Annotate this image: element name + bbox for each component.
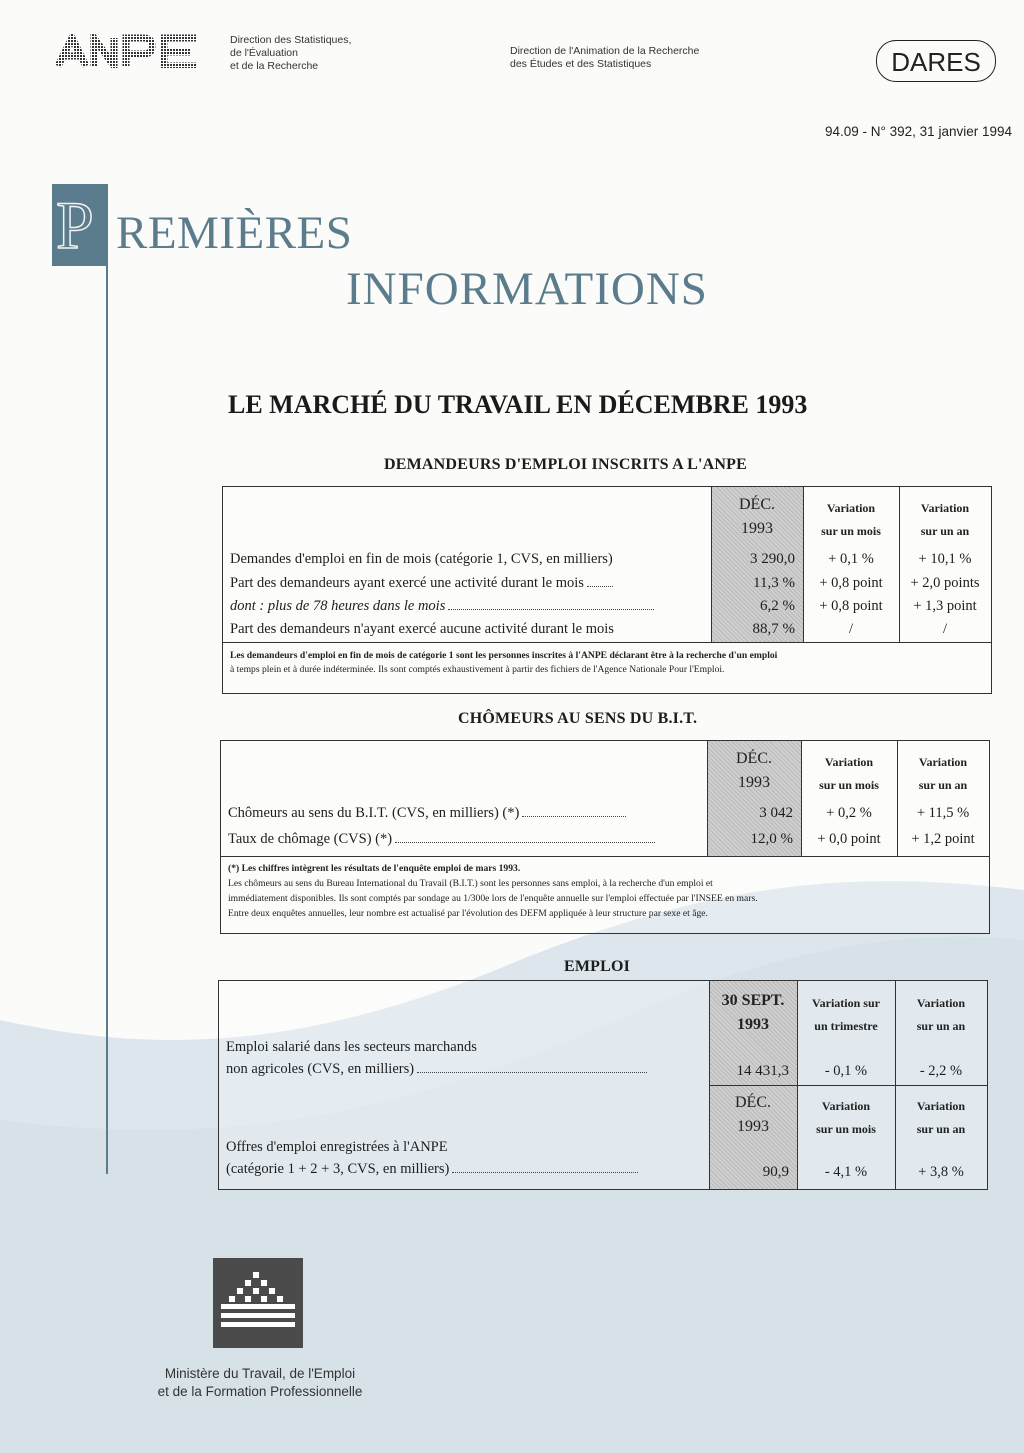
table-var-month: + 0,8 point xyxy=(819,575,883,591)
table-var-month: + 0,0 point xyxy=(817,831,881,847)
table-chomeurs xyxy=(220,740,990,934)
header-var-year: Variation sur un an xyxy=(916,996,966,1033)
table-demandeurs xyxy=(222,486,992,694)
table-value: 3 290,0 xyxy=(750,551,795,567)
table-var-year: + 2,0 points xyxy=(910,575,980,591)
header-var-trimestre: Variation sur un trimestre xyxy=(812,996,880,1033)
table-var-year: + 1,3 point xyxy=(913,598,977,614)
dares-badge: DARES xyxy=(876,40,996,82)
table-var-month: + 0,2 % xyxy=(826,805,872,821)
header-period: DÉC. 1993 xyxy=(736,750,772,791)
direction-animation: Direction de l'Animation de la Recherche des Études et des Statistiques xyxy=(510,45,700,70)
table-value: 11,3 % xyxy=(753,575,795,591)
header-period: DÉC. 1993 xyxy=(735,1094,771,1135)
table-row-label: Part des demandeurs ayant exercé une activité durant le mois xyxy=(230,575,613,592)
table-row-label: Part des demandeurs n'ayant exercé aucune activité durant le mois xyxy=(230,621,614,637)
table-row-label: Offres d'emploi enregistrées à l'ANPE (catégorie 1 + 2 + 3, CVS, en milliers) xyxy=(226,1136,638,1180)
table-value: 6,2 % xyxy=(760,598,795,614)
table-row-label: dont : plus de 78 heures dans le mois xyxy=(230,598,654,615)
table-note: Les demandeurs d'emploi en fin de mois de catégorie 1 sont les personnes inscrites à l'ANPE déclarant être à la recherche d'un emploi à temps plein et à durée indéterminée. Ils sont comptés exhaustivement à partir des fichiers de l'Agence Nationale Pour l'Emploi. xyxy=(230,650,778,675)
masthead-line1: REMIÈRES xyxy=(116,207,353,259)
header-period: 30 SEPT. 1993 xyxy=(721,992,785,1033)
table-var-year: / xyxy=(942,621,948,637)
header-var-month: Variation sur un mois xyxy=(821,501,881,538)
table-var-month: + 0,1 % xyxy=(828,551,874,567)
masthead-letter-box xyxy=(52,184,108,266)
table-var-month: / xyxy=(848,621,854,637)
table-var-year: - 2,2 % xyxy=(919,1063,963,1079)
table-emploi xyxy=(218,980,988,1190)
table-value: 12,0 % xyxy=(750,831,793,847)
masthead-rule xyxy=(106,184,108,1174)
section-title-emploi: EMPLOI xyxy=(564,958,631,975)
table-value: 88,7 % xyxy=(752,621,795,637)
table-var-month: - 4,1 % xyxy=(824,1164,868,1180)
table-row-label: Taux de chômage (CVS) (*) xyxy=(228,831,655,848)
header-var-year: Variation sur un an xyxy=(916,1099,966,1136)
direction-statistiques: Direction des Statistiques, de l'Évaluation et de la Recherche xyxy=(230,34,352,72)
masthead-line2: INFORMATIONS xyxy=(346,263,708,315)
header-var-year: Variation sur un an xyxy=(920,501,970,538)
page-title: LE MARCHÉ DU TRAVAIL EN DÉCEMBRE 1993 xyxy=(228,390,808,419)
header-var-year: Variation sur un an xyxy=(918,755,968,792)
header-var-month: Variation sur un mois xyxy=(816,1099,876,1136)
masthead-letter: P xyxy=(56,187,94,263)
ministry-logo xyxy=(213,1258,303,1348)
table-var-year: + 1,2 point xyxy=(911,831,975,847)
table-row-label: Emploi salarié dans les secteurs marchands non agricoles (CVS, en milliers) xyxy=(226,1036,647,1080)
table-var-trimestre: - 0,1 % xyxy=(824,1063,868,1079)
table-note: (*) Les chiffres intègrent les résultats de l'enquête emploi de mars 1993. Les chômeurs au sens du Bureau International du Travail (B.I.T.) sont les personnes sans emploi, à la recherche d'un emploi et immédiatement disponibles. Ils sont comptés par sondage au 1/300e lors de l'enquête annuelle sur l'emploi effectuée par l'INSEE en mars. Entre deux enquêtes annuelles, leur nombre est actualisé par l'évolution des DEFM appliquée à leur structure par sexe et âge. xyxy=(228,863,758,919)
table-value: 14 431,3 xyxy=(736,1063,789,1079)
table-row-label: Demandes d'emploi en fin de mois (catégorie 1, CVS, en milliers) xyxy=(230,551,613,567)
header-period: DÉC. 1993 xyxy=(739,496,775,537)
table-var-year: + 10,1 % xyxy=(918,551,972,567)
table-var-year: + 3,8 % xyxy=(918,1164,964,1180)
issue-number: 94.09 - N° 392, 31 janvier 1994 xyxy=(824,124,1012,139)
table-value: 3 042 xyxy=(759,805,793,821)
ministry-name: Ministère du Travail, de l'Emploi et de la Formation Professionnelle xyxy=(157,1366,363,1399)
header-var-month: Variation sur un mois xyxy=(819,755,879,792)
table-row-label: Chômeurs au sens du B.I.T. (CVS, en milliers) (*) xyxy=(228,805,626,822)
table-value: 90,9 xyxy=(762,1164,789,1180)
table-var-year: + 11,5 % xyxy=(916,805,970,821)
table-var-month: + 0,8 point xyxy=(819,598,883,614)
anpe-logo xyxy=(56,34,198,68)
section-title-demandeurs: DEMANDEURS D'EMPLOI INSCRITS A L'ANPE xyxy=(384,456,748,473)
section-title-chomeurs: CHÔMEURS AU SENS DU B.I.T. xyxy=(458,710,698,727)
